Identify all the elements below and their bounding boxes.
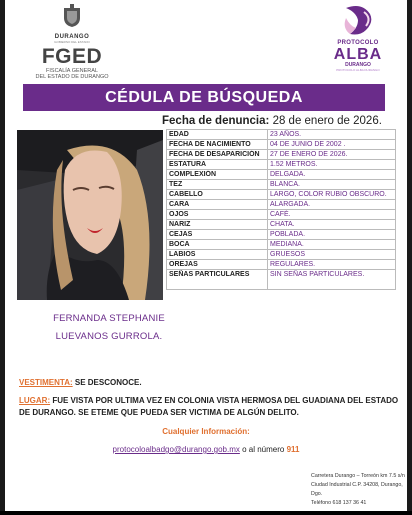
- contact-connector: o al número: [239, 445, 287, 454]
- detail-label: FECHA DE DESAPARICIÓN: [167, 150, 268, 160]
- fged-state-label: DURANGO: [54, 34, 90, 40]
- alba-sub: PROTOCOLO ALBA DURANGO: [336, 68, 380, 72]
- detail-label: OJOS: [167, 210, 268, 220]
- report-date: [162, 115, 382, 127]
- detail-row: [167, 240, 396, 250]
- contact-email-link[interactable]: protocoloalbadgo@durango.gob.mx: [112, 445, 240, 454]
- detail-label: CEJAS: [167, 230, 268, 240]
- contact-line: [5, 445, 407, 454]
- detail-row: [167, 260, 396, 270]
- detail-row: [167, 200, 396, 210]
- alba-protocolo: PROTOCOLO: [337, 40, 379, 46]
- detail-value: 04 DE JUNIO DE 2002 .: [268, 140, 396, 150]
- detail-value: CAFÉ.: [268, 210, 396, 220]
- detail-row: [167, 160, 396, 170]
- detail-label: ESTATURA: [167, 160, 268, 170]
- detail-value: DELGADA.: [268, 170, 396, 180]
- detail-label: CARA: [167, 200, 268, 210]
- location-line-2: DE DURANGO. SE ETEME QUE PUEDA SER VICTIMA DE ALGÚN DELITO.: [19, 408, 299, 417]
- detail-value: CHATA.: [268, 220, 396, 230]
- details-table: [166, 129, 396, 290]
- detail-row: [167, 150, 396, 160]
- detail-row: [167, 170, 396, 180]
- clothing-line: [19, 377, 142, 389]
- location-line: [19, 395, 398, 407]
- fged-line2: DEL ESTADO DE DURANGO: [35, 74, 109, 80]
- detail-label: TEZ: [167, 180, 268, 190]
- clothing-text: SE DESCONOCE.: [72, 378, 142, 387]
- detail-label: OREJAS: [167, 260, 268, 270]
- search-notice: [5, 0, 407, 512]
- banner-title: CÉDULA DE BÚSQUEDA: [23, 84, 385, 111]
- detail-row: [167, 140, 396, 150]
- detail-value: GRUESOS: [268, 250, 396, 260]
- detail-label: FECHA DE NACIMIENTO: [167, 140, 268, 150]
- alba-woman-silhouette-icon: [336, 4, 380, 40]
- detail-value: MEDIANA.: [268, 240, 396, 250]
- detail-label: BOCA: [167, 240, 268, 250]
- detail-value: POBLADA.: [268, 230, 396, 240]
- emergency-number: 911: [286, 445, 300, 454]
- alba-title: ALBA: [333, 46, 383, 63]
- detail-value: ALARGADA.: [268, 200, 396, 210]
- detail-value: 23 AÑOS.: [268, 130, 396, 140]
- fged-acronym: FGED: [41, 45, 103, 68]
- fged-line1: FISCALÍA GENERAL: [46, 68, 98, 74]
- detail-value: BLANCA.: [268, 180, 396, 190]
- photo-image: [17, 130, 163, 300]
- detail-row: [167, 270, 396, 290]
- detail-label: COMPLEXIÓN: [167, 170, 268, 180]
- detail-label: EDAD: [167, 130, 268, 140]
- detail-value: REGULARES.: [268, 260, 396, 270]
- address-line-3: Teléfono 618 137 36 41: [311, 500, 367, 506]
- contact-heading: Cualquier Información:: [162, 427, 250, 436]
- detail-value: 1.52 METROS.: [268, 160, 396, 170]
- state-crest-icon: [61, 4, 83, 28]
- protocolo-alba-logo: [313, 4, 403, 76]
- detail-row: [167, 250, 396, 260]
- detail-label: CABELLO: [167, 190, 268, 200]
- detail-row: [167, 220, 396, 230]
- detail-value: LARGO, COLOR RUBIO OBSCURO.: [268, 190, 396, 200]
- address-block: [311, 472, 407, 508]
- detail-row: [167, 210, 396, 220]
- detail-label: SEÑAS PARTICULARES: [167, 270, 268, 290]
- bottom-border: [0, 511, 412, 515]
- location-text-1: FUE VISTA POR ULTIMA VEZ EN COLONIA VISTA HERMOSA DEL GUADIANA DEL ESTADO: [50, 396, 399, 405]
- missing-person-photo: [17, 130, 163, 300]
- report-date-label: Fecha de denuncia:: [162, 115, 270, 127]
- alba-state: DURANGO: [345, 62, 371, 68]
- clothing-label: VESTIMENTA:: [19, 378, 73, 387]
- report-date-value: 28 de enero de 2026.: [272, 115, 382, 127]
- person-name-last: LUEVANOS GURROLA.: [55, 331, 163, 342]
- detail-row: [167, 180, 396, 190]
- detail-label: NARIZ: [167, 220, 268, 230]
- fged-logo: [27, 4, 117, 80]
- address-line-2: Ciudad Industrial C.P. 34208, Durango, Dgo.: [311, 482, 403, 497]
- detail-row: [167, 230, 396, 240]
- detail-row: [167, 130, 396, 140]
- detail-value: 27 DE ENERO DE 2026.: [268, 150, 396, 160]
- location-label: LUGAR:: [19, 396, 51, 405]
- detail-label: LABIOS: [167, 250, 268, 260]
- fged-state-sub: GOBIERNO DEL ESTADO: [54, 40, 90, 44]
- address-line-1: Carretera Durango – Torreón km 7.5 s/n: [311, 473, 405, 479]
- person-name-first: FERNANDA STEPHANIE: [53, 313, 165, 324]
- detail-value: SIN SEÑAS PARTICULARES.: [268, 270, 396, 290]
- detail-row: [167, 190, 396, 200]
